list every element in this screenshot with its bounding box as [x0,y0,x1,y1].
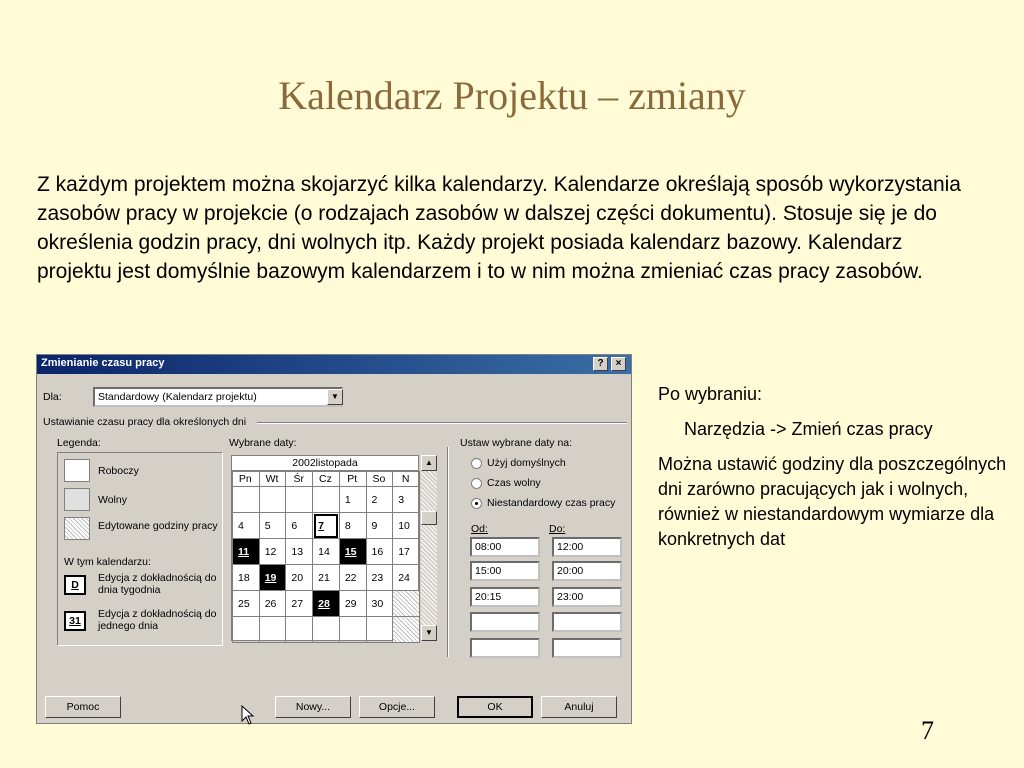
working-day-swatch [64,459,90,482]
for-label: Dla: [43,391,62,403]
calendar-day[interactable] [259,487,286,513]
calendar-day[interactable]: 27 [286,591,313,617]
calendar-grid [232,471,420,643]
week-edit-icon: D [64,575,86,595]
change-working-time-dialog [36,354,632,724]
calendar-day[interactable]: 14 [313,539,340,565]
selected-dates-label: Wybrane daty: [229,437,297,449]
scroll-up-icon[interactable]: ▲ [421,455,437,471]
calendar-day[interactable] [313,487,340,513]
calendar-day[interactable] [393,591,420,617]
weekday-header: Wt [259,472,286,487]
month-label: 2002listopada [232,456,418,471]
vertical-divider [447,447,449,657]
calendar-day[interactable]: 9 [366,513,393,539]
calendar-day[interactable]: 16 [366,539,393,565]
calendar-day[interactable] [286,487,313,513]
calendar-day-selected[interactable]: 28 [313,591,340,617]
calendar-day[interactable] [259,617,286,643]
calendar-day[interactable]: 3 [393,487,420,513]
legend-nonworking: Wolny [98,494,127,506]
calendar-scrollbar[interactable] [421,455,437,641]
calendar-day[interactable]: 23 [366,565,393,591]
from-time-field[interactable] [470,638,540,658]
intro-paragraph: Z każdym projektem można skojarzyć kilka kalendarzy. Kalendarze określają sposób wykorzystania zasobów pracy w projekcie (o rodzajach zasobów w dalszej części dokumentu). Stosuje się je do określenia godzin pracy, dni wolnych itp. Każdy projekt posiada kalendarz bazowy. Kalendarz projektu jest domyślnie bazowym kalendarzem i to w nim można zmieniać czas pracy zasobów. [37,173,961,283]
calendar-select-value: Standardowy (Kalendarz projektu) [98,391,257,403]
calendar-day[interactable]: 13 [286,539,313,565]
legend-working: Roboczy [98,465,139,477]
from-label: Od: [471,523,488,535]
calendar-day[interactable] [313,617,340,643]
calendar-day[interactable] [233,487,260,513]
calendar-day[interactable]: 21 [313,565,340,591]
scroll-down-icon[interactable]: ▼ [421,625,437,641]
calendar-day[interactable] [286,617,313,643]
calendar-day[interactable]: 2 [366,487,393,513]
nonworking-day-swatch [64,488,90,511]
legend-in-calendar: W tym kalendarzu: [64,556,151,568]
calendar-day[interactable] [393,617,420,643]
radio-nonworking-time[interactable] [471,478,482,489]
calendar-day[interactable]: 22 [339,565,366,591]
radio-custom-label[interactable]: Niestandardowy czas pracy [487,497,616,509]
mouse-cursor-icon [241,705,255,725]
calendar-day[interactable]: 25 [233,591,260,617]
calendar-day[interactable]: 26 [259,591,286,617]
calendar-day[interactable]: 1 [339,487,366,513]
edited-hours-swatch [64,517,90,540]
weekday-header: So [366,472,393,487]
section-label: Ustawianie czasu pracy dla określonych dni [43,416,247,428]
page-number: 7 [921,716,934,745]
scroll-thumb[interactable] [421,511,437,525]
help-button[interactable]: Pomoc [45,696,121,718]
calendar-day[interactable]: 29 [339,591,366,617]
from-time-field[interactable]: 08:00 [470,537,540,557]
day-edit-icon: 31 [64,611,86,631]
section-divider [257,422,627,424]
dialog-title: Zmienianie czasu pracy [41,357,165,369]
weekday-header: Śr [286,472,313,487]
calendar-day[interactable]: 30 [366,591,393,617]
legend-label: Legenda: [57,437,101,449]
calendar-day[interactable] [339,617,366,643]
calendar-day[interactable]: 18 [233,565,260,591]
from-time-field[interactable]: 15:00 [470,561,540,581]
to-time-field[interactable]: 23:00 [552,587,622,607]
calendar-day-selected[interactable]: 11 [233,539,260,565]
weekday-header: N [393,472,420,487]
weekday-header: Pn [233,472,260,487]
to-time-field[interactable] [552,612,622,632]
set-dates-label: Ustaw wybrane daty na: [460,437,573,449]
to-time-field[interactable] [552,638,622,658]
dialog-titlebar [37,355,631,374]
calendar-day[interactable]: 6 [286,513,313,539]
legend-week: Edycja z dokładnością do dnia tygodnia [98,572,217,596]
calendar-day-edited[interactable]: 7 [313,513,340,539]
options-button[interactable]: Opcje... [359,696,435,718]
legend-day: Edycja z dokładnością do jednego dnia [98,608,217,632]
calendar-day[interactable] [233,617,260,643]
weekday-header: Cz [313,472,340,487]
calendar-select[interactable] [93,387,343,407]
calendar-day[interactable]: 8 [339,513,366,539]
calendar-day[interactable]: 20 [286,565,313,591]
help-icon[interactable]: ? [593,357,608,371]
radio-default-time[interactable] [471,458,482,469]
calendar-day[interactable]: 12 [259,539,286,565]
note-after-selecting: Po wybraniu: [658,384,763,404]
cancel-button[interactable]: Anuluj [541,696,617,718]
to-time-field[interactable]: 12:00 [552,537,622,557]
calendar-day[interactable]: 17 [393,539,420,565]
note-description: Można ustawić godziny dla poszczególnych dni zarówno pracujących jak i wolnych, również w niestandardowym wymiarze dla konkretnych dat [658,454,1007,549]
calendar-day-selected[interactable]: 19 [259,565,286,591]
note-menu-path: Narzędzia -> Zmień czas pracy [684,419,933,439]
legend-box [57,452,223,646]
close-icon[interactable]: × [611,357,626,371]
weekday-header: Pt [339,472,366,487]
legend-edited: Edytowane godziny pracy [98,520,218,532]
new-button[interactable]: Nowy... [275,696,351,718]
radio-nonworking-label[interactable]: Czas wolny [487,477,541,489]
radio-custom-working-time[interactable] [471,498,482,509]
calendar-day[interactable]: 10 [393,513,420,539]
side-note [658,382,1018,562]
slide-title: Kalendarz Projektu – zmiany [278,73,746,118]
month-calendar[interactable] [231,455,419,641]
calendar-day[interactable]: 24 [393,565,420,591]
calendar-day[interactable] [366,617,393,643]
calendar-day[interactable]: 4 [233,513,260,539]
to-label: Do: [549,523,566,535]
calendar-day-selected[interactable]: 15 [339,539,366,565]
to-time-field[interactable]: 20:00 [552,561,622,581]
chevron-down-icon[interactable]: ▼ [327,389,343,405]
from-time-field[interactable] [470,612,540,632]
radio-default-label[interactable]: Użyj domyślnych [487,457,566,469]
from-time-field[interactable]: 20:15 [470,587,540,607]
ok-button[interactable]: OK [457,696,533,718]
calendar-day[interactable]: 5 [259,513,286,539]
